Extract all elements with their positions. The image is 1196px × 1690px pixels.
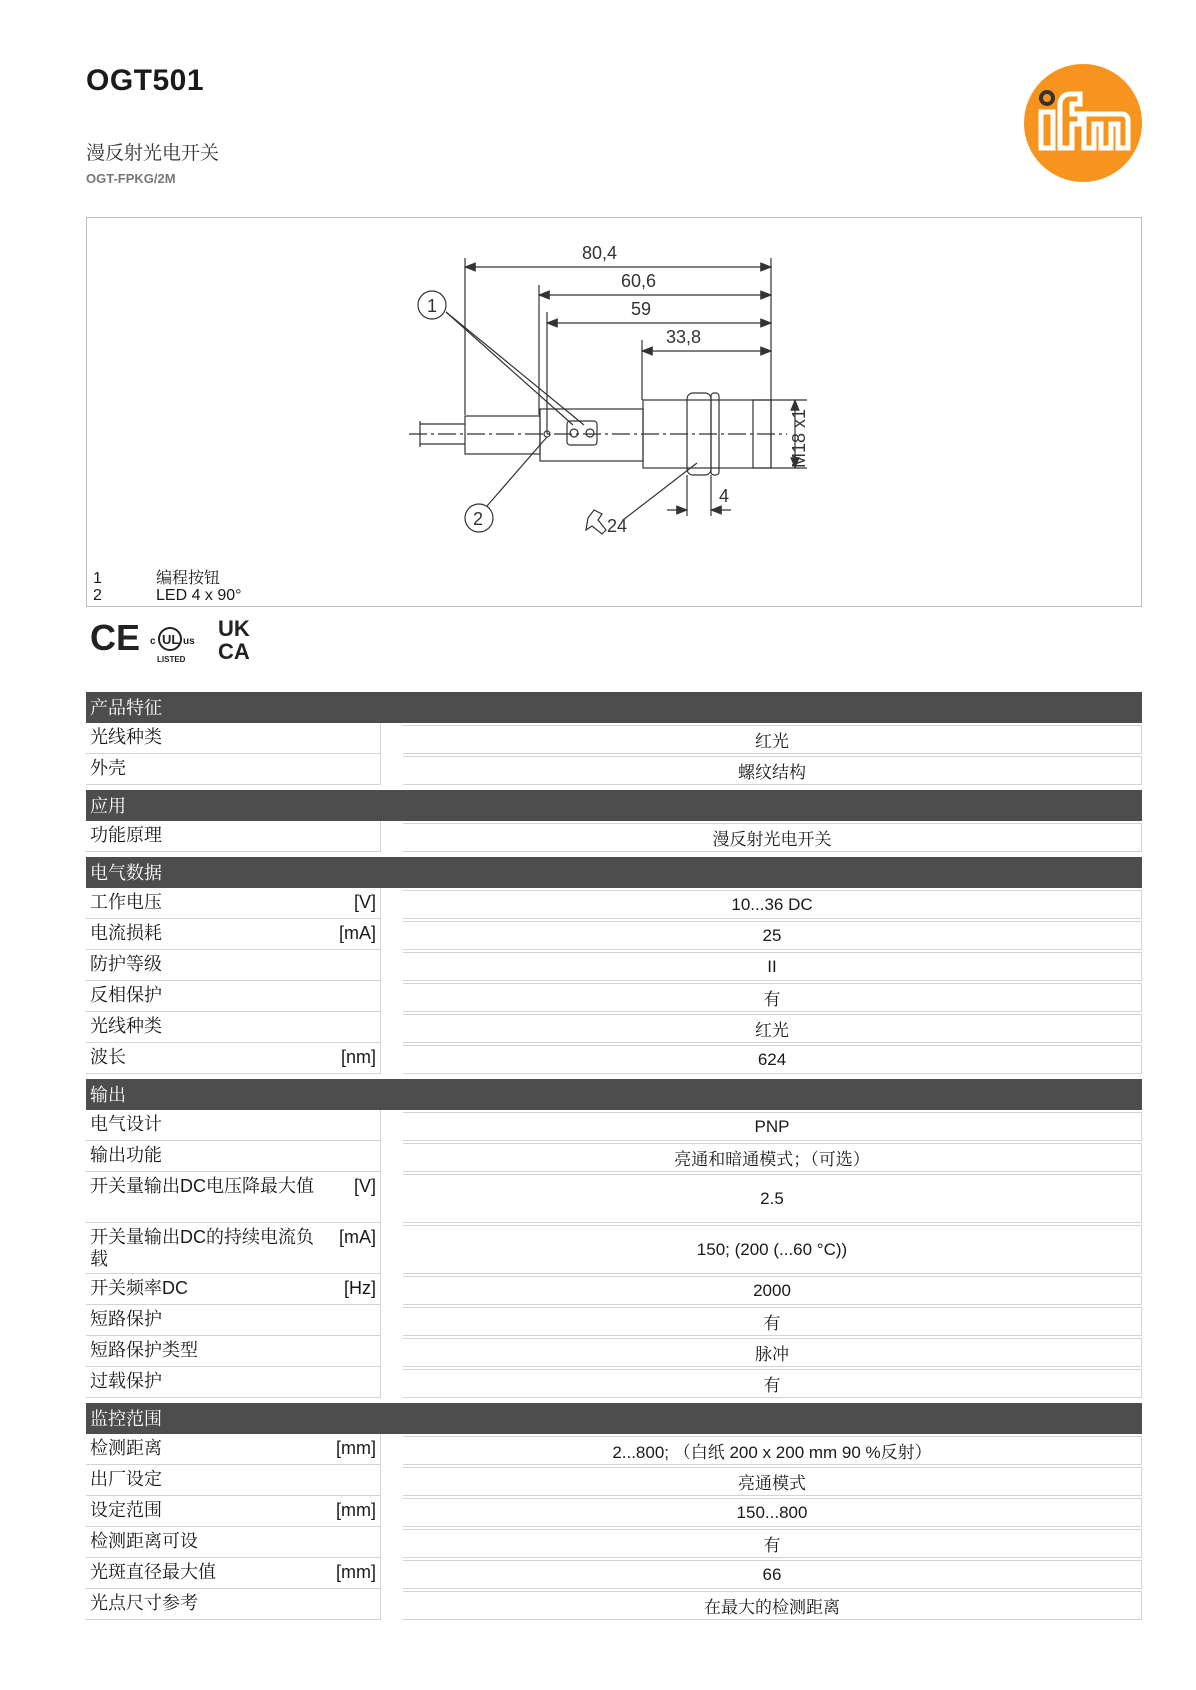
spec-row [86, 1043, 1142, 1074]
section-header: 输出 [86, 1079, 1142, 1110]
spec-label-cell [86, 1043, 381, 1074]
spec-label-cell [86, 1274, 381, 1305]
spec-row [86, 1496, 1142, 1527]
legend-item: 1 编程按钮 [93, 570, 221, 587]
spec-label: 开关频率DC [90, 1278, 188, 1298]
product-code: OGT-FPKG/2M [86, 171, 176, 186]
ul-listed-mark [150, 628, 195, 664]
spec-value: 2...800; （白纸 200 x 200 mm 90 %反射） [403, 1436, 1142, 1465]
spec-label: 电流损耗 [90, 923, 162, 943]
spec-row [86, 1141, 1142, 1172]
spec-label-cell [86, 1336, 381, 1367]
spec-unit: [mm] [336, 1500, 376, 1520]
spec-value: 有 [403, 1307, 1142, 1336]
spec-label-cell [86, 1434, 381, 1465]
spec-row [86, 1110, 1142, 1141]
spec-label: 防护等级 [90, 954, 162, 974]
spec-row [86, 754, 1142, 785]
spec-row [86, 919, 1142, 950]
section-header: 电气数据 [86, 857, 1142, 888]
product-subtitle: 漫反射光电开关 [86, 143, 220, 164]
spec-label: 检测距离可设 [90, 1531, 198, 1551]
spec-row [86, 1274, 1142, 1305]
spec-label: 功能原理 [90, 825, 162, 845]
spec-value: 亮通和暗通模式；（可选） [403, 1143, 1142, 1172]
spec-label-cell [86, 919, 381, 950]
spec-label: 检测距离 [90, 1438, 162, 1458]
spec-row [86, 1367, 1142, 1398]
drawing-legend [93, 570, 242, 604]
svg-text:CA: CA [218, 639, 250, 664]
spec-label: 反相保护 [90, 985, 162, 1005]
dim-59: 59 [631, 299, 652, 319]
spec-label-cell [86, 888, 381, 919]
dim-80-4: 80,4 [582, 243, 618, 263]
spec-table [86, 692, 1142, 1620]
spec-label: 开关量输出DC的持续电流负载 [90, 1227, 314, 1269]
spec-label-cell [86, 1012, 381, 1043]
spec-row [86, 1172, 1142, 1223]
spec-value: 红光 [403, 1014, 1142, 1043]
section-header: 产品特征 [86, 692, 1142, 723]
spec-label: 光线种类 [90, 1016, 162, 1036]
dim-nut: 4 [719, 486, 730, 506]
spec-label: 波长 [90, 1047, 126, 1067]
spec-value: 红光 [403, 725, 1142, 754]
spec-label: 光斑直径最大值 [90, 1562, 216, 1582]
spec-label-cell [86, 1465, 381, 1496]
spec-label-cell [86, 1527, 381, 1558]
spec-value: II [403, 952, 1142, 981]
page-title: OGT501 [86, 64, 205, 97]
spec-value: 有 [403, 983, 1142, 1012]
spec-value: 螺纹结构 [403, 756, 1142, 785]
spec-label-cell [86, 1558, 381, 1589]
spec-value: 2.5 [403, 1174, 1142, 1223]
spec-row [86, 723, 1142, 754]
spec-value: 624 [403, 1045, 1142, 1074]
ce-mark: CE [90, 617, 141, 658]
spec-row [86, 981, 1142, 1012]
spec-unit: [mm] [336, 1562, 376, 1582]
spec-label: 开关量输出DC电压降最大值 [90, 1176, 314, 1196]
spec-row [86, 1527, 1142, 1558]
svg-text:LISTED: LISTED [157, 655, 186, 664]
spec-row [86, 1305, 1142, 1336]
spec-label-cell [86, 1496, 381, 1527]
spec-row [86, 1434, 1142, 1465]
spec-label-cell [86, 1223, 381, 1274]
spec-label-cell [86, 1589, 381, 1620]
spec-label: 工作电压 [90, 892, 162, 912]
callout-1: 1 [427, 296, 438, 316]
spec-row [86, 1558, 1142, 1589]
dimension-drawing [86, 217, 1142, 607]
spec-label-cell [86, 1141, 381, 1172]
spec-value: 漫反射光电开关 [403, 823, 1142, 852]
spec-label-cell [86, 821, 381, 852]
section-header: 应用 [86, 790, 1142, 821]
spec-unit: [Hz] [343, 1278, 376, 1298]
spec-label: 电气设计 [90, 1114, 162, 1134]
spec-label-cell [86, 1172, 381, 1223]
spec-value: 亮通模式 [403, 1467, 1142, 1496]
svg-text:us: us [183, 636, 195, 647]
spec-value: 150...800 [403, 1498, 1142, 1527]
spec-row [86, 1012, 1142, 1043]
spec-value: 66 [403, 1560, 1142, 1589]
spec-row [86, 888, 1142, 919]
spec-row [86, 1336, 1142, 1367]
spec-label-cell [86, 950, 381, 981]
spec-unit: [V] [353, 1176, 376, 1196]
spec-value: 在最大的检测距离 [403, 1591, 1142, 1620]
spec-unit: [mm] [336, 1438, 376, 1458]
spec-label: 输出功能 [90, 1145, 162, 1165]
spec-label-cell [86, 723, 381, 754]
spec-unit: [mA] [338, 1227, 376, 1247]
spec-unit: [mA] [338, 923, 376, 943]
spec-value: 有 [403, 1369, 1142, 1398]
spec-row [86, 950, 1142, 981]
ifm-logo [1024, 64, 1142, 182]
spec-value: 有 [403, 1529, 1142, 1558]
section-header: 监控范围 [86, 1403, 1142, 1434]
certification-marks [90, 614, 270, 664]
dim-wrench: 24 [607, 516, 628, 536]
spec-row [86, 1465, 1142, 1496]
spec-label: 短路保护 [90, 1309, 162, 1329]
spec-label-cell [86, 754, 381, 785]
spec-label: 短路保护类型 [90, 1340, 198, 1360]
spec-unit: [V] [353, 892, 376, 912]
spec-label-cell [86, 1367, 381, 1398]
spec-value: 脉冲 [403, 1338, 1142, 1367]
svg-text:c: c [150, 636, 156, 647]
spec-label: 设定范围 [90, 1500, 162, 1520]
dim-60-6: 60,6 [621, 271, 657, 291]
spec-label: 光点尺寸参考 [90, 1593, 198, 1613]
callout-2: 2 [473, 509, 484, 529]
spec-label-cell [86, 1110, 381, 1141]
ukca-mark [218, 616, 250, 664]
spec-label: 出厂设定 [90, 1469, 162, 1489]
spec-label: 外壳 [90, 758, 126, 778]
spec-label-cell [86, 1305, 381, 1336]
spec-value: 10...36 DC [403, 890, 1142, 919]
spec-value: 150; (200 (...60 °C)) [403, 1225, 1142, 1274]
spec-label-cell [86, 981, 381, 1012]
dim-33-8: 33,8 [666, 327, 702, 347]
spec-label: 过载保护 [90, 1371, 162, 1391]
svg-text:UL: UL [162, 632, 180, 647]
spec-value: PNP [403, 1112, 1142, 1141]
dim-thread: M18 x1 [789, 408, 809, 468]
spec-row [86, 1589, 1142, 1620]
spec-row [86, 1223, 1142, 1274]
spec-label: 光线种类 [90, 727, 162, 747]
spec-value: 2000 [403, 1276, 1142, 1305]
spec-unit: [nm] [340, 1047, 376, 1067]
spec-value: 25 [403, 921, 1142, 950]
spec-row [86, 821, 1142, 852]
svg-text:UK: UK [218, 616, 250, 641]
legend-item: 2 LED 4 x 90° [93, 587, 242, 604]
